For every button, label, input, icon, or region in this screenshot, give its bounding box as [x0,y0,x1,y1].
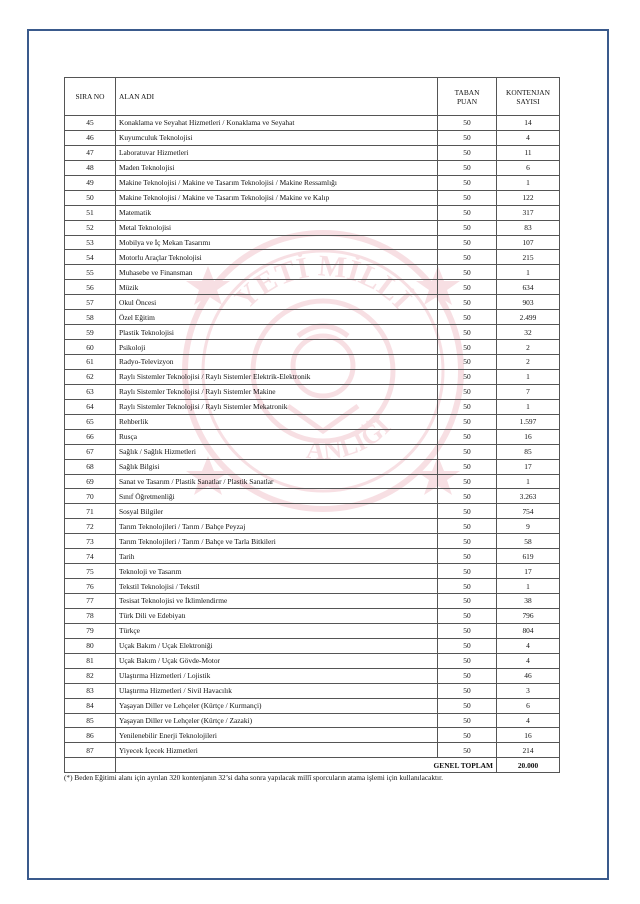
table-row [65,310,560,325]
table-row [65,668,560,683]
row-taban-puan: 50 [438,534,497,549]
row-alan-adi: Sanat ve Tasarım / Plastik Sanatlar / Plastik Sanatlar [116,474,438,489]
table-row [65,653,560,668]
row-sira-no: 75 [65,564,116,579]
row-alan-adi: Konaklama ve Seyahat Hizmetleri / Konaklama ve Seyahat [116,116,438,131]
row-taban-puan: 50 [438,145,497,160]
row-alan-adi: Özel Eğitim [116,310,438,325]
row-taban-puan: 50 [438,713,497,728]
watermark-text-top: YETİ MİLLİ [228,249,418,316]
row-sira-no: 47 [65,145,116,160]
row-sira-no: 45 [65,116,116,131]
table-row [65,295,560,310]
row-sira-no: 84 [65,698,116,713]
row-kontenjan: 317 [497,205,560,220]
table-row [65,355,560,370]
row-alan-adi: Yiyecek İçecek Hizmetleri [116,743,438,758]
row-kontenjan: 1 [497,474,560,489]
header-sira-no: SIRA NO [65,78,116,116]
table-row [65,489,560,504]
row-kontenjan: 804 [497,623,560,638]
row-sira-no: 82 [65,668,116,683]
row-kontenjan: 1 [497,579,560,594]
row-kontenjan: 7 [497,384,560,399]
row-kontenjan: 3.263 [497,489,560,504]
row-kontenjan: 1 [497,265,560,280]
row-alan-adi: Müzik [116,280,438,295]
row-sira-no: 53 [65,235,116,250]
total-blank-cell [65,758,116,773]
total-value: 20.000 [497,758,560,773]
quota-table [64,77,560,773]
table-row [65,474,560,489]
row-alan-adi: Rusça [116,429,438,444]
total-label: GENEL TOPLAM [116,758,497,773]
table-row [65,130,560,145]
row-kontenjan: 16 [497,728,560,743]
row-taban-puan: 50 [438,160,497,175]
row-sira-no: 81 [65,653,116,668]
row-sira-no: 72 [65,519,116,534]
row-taban-puan: 50 [438,280,497,295]
row-alan-adi: Makine Teknolojisi / Makine ve Tasarım Teknolojisi / Makine Ressamlığı [116,175,438,190]
table-row [65,399,560,414]
row-sira-no: 52 [65,220,116,235]
row-kontenjan: 634 [497,280,560,295]
row-alan-adi: Uçak Bakım / Uçak Gövde-Motor [116,653,438,668]
table-row [65,459,560,474]
table-row [65,534,560,549]
table-row [65,683,560,698]
row-taban-puan: 50 [438,355,497,370]
row-kontenjan: 1 [497,175,560,190]
table-header-row [65,78,560,116]
table-row [65,145,560,160]
row-sira-no: 69 [65,474,116,489]
row-alan-adi: Psikoloji [116,340,438,355]
header-taban-puan [438,78,497,116]
row-alan-adi: Tarım Teknolojileri / Tarım / Bahçe Peyzaj [116,519,438,534]
row-alan-adi: Teknoloji ve Tasarım [116,564,438,579]
row-kontenjan: 4 [497,713,560,728]
table-row [65,250,560,265]
total-row [65,758,560,773]
header-kontenjan [497,78,560,116]
row-kontenjan: 1 [497,369,560,384]
row-taban-puan: 50 [438,728,497,743]
row-sira-no: 67 [65,444,116,459]
row-kontenjan: 85 [497,444,560,459]
row-kontenjan: 16 [497,429,560,444]
row-sira-no: 74 [65,549,116,564]
row-kontenjan: 107 [497,235,560,250]
row-sira-no: 70 [65,489,116,504]
row-alan-adi: Tarım Teknolojileri / Tarım / Bahçe ve Tarla Bitkileri [116,534,438,549]
table-row [65,205,560,220]
row-taban-puan: 50 [438,205,497,220]
row-taban-puan: 50 [438,489,497,504]
row-kontenjan: 83 [497,220,560,235]
row-kontenjan: 14 [497,116,560,131]
row-sira-no: 86 [65,728,116,743]
row-alan-adi: Okul Öncesi [116,295,438,310]
row-taban-puan: 50 [438,474,497,489]
row-taban-puan: 50 [438,653,497,668]
row-taban-puan: 50 [438,519,497,534]
row-kontenjan: 4 [497,130,560,145]
row-alan-adi: Raylı Sistemler Teknolojisi / Raylı Sistemler Elektrik-Elektronik [116,369,438,384]
row-kontenjan: 2 [497,340,560,355]
table-row [65,594,560,609]
table-row [65,444,560,459]
row-sira-no: 54 [65,250,116,265]
row-sira-no: 76 [65,579,116,594]
row-kontenjan: 1 [497,399,560,414]
row-kontenjan: 46 [497,668,560,683]
row-alan-adi: Tesisat Teknolojisi ve İklimlendirme [116,594,438,609]
row-taban-puan: 50 [438,608,497,623]
table-row [65,384,560,399]
row-sira-no: 58 [65,310,116,325]
row-sira-no: 73 [65,534,116,549]
row-taban-puan: 50 [438,638,497,653]
row-taban-puan: 50 [438,399,497,414]
row-kontenjan: 32 [497,325,560,340]
row-taban-puan: 50 [438,683,497,698]
row-alan-adi: Tarih [116,549,438,564]
table-row [65,698,560,713]
row-taban-puan: 50 [438,310,497,325]
row-alan-adi: Uçak Bakım / Uçak Elektroniği [116,638,438,653]
table-row [65,549,560,564]
row-taban-puan: 50 [438,265,497,280]
row-alan-adi: Sınıf Öğretmenliği [116,489,438,504]
row-taban-puan: 50 [438,175,497,190]
table-row [65,265,560,280]
row-alan-adi: Matematik [116,205,438,220]
row-sira-no: 61 [65,355,116,370]
row-alan-adi: Sosyal Bilgiler [116,504,438,519]
row-alan-adi: Radyo-Televizyon [116,355,438,370]
row-kontenjan: 58 [497,534,560,549]
table-row [65,579,560,594]
row-sira-no: 80 [65,638,116,653]
row-alan-adi: Türkçe [116,623,438,638]
row-sira-no: 66 [65,429,116,444]
row-taban-puan: 50 [438,250,497,265]
row-alan-adi: Motorlu Araçlar Teknolojisi [116,250,438,265]
row-kontenjan: 6 [497,160,560,175]
row-sira-no: 56 [65,280,116,295]
footnote: (*) Beden Eğitimi alanı için ayrılan 320 kontenjanın 32’si daha sonra yapılacak millî sporcuların atama işlemi için kullanılacaktır. [64,773,443,782]
row-taban-puan: 50 [438,504,497,519]
table-row [65,414,560,429]
row-taban-puan: 50 [438,668,497,683]
row-sira-no: 71 [65,504,116,519]
row-sira-no: 48 [65,160,116,175]
table-row [65,564,560,579]
row-taban-puan: 50 [438,594,497,609]
row-sira-no: 65 [65,414,116,429]
row-sira-no: 55 [65,265,116,280]
row-taban-puan: 50 [438,295,497,310]
row-sira-no: 46 [65,130,116,145]
row-kontenjan: 1.597 [497,414,560,429]
row-sira-no: 59 [65,325,116,340]
table-row [65,235,560,250]
row-kontenjan: 3 [497,683,560,698]
row-kontenjan: 2.499 [497,310,560,325]
header-taban-puan-line1: TABAN [454,87,480,97]
row-alan-adi: Ulaştırma Hizmetleri / Lojistik [116,668,438,683]
header-kontenjan-line2: SAYISI [516,96,540,106]
row-taban-puan: 50 [438,579,497,594]
header-taban-puan-line2: PUAN [456,96,478,106]
row-alan-adi: Kuyumculuk Teknolojisi [116,130,438,145]
row-taban-puan: 50 [438,549,497,564]
table-row [65,713,560,728]
table-row [65,325,560,340]
table-row [65,728,560,743]
table-row [65,175,560,190]
row-kontenjan: 6 [497,698,560,713]
row-taban-puan: 50 [438,325,497,340]
row-kontenjan: 796 [497,608,560,623]
row-alan-adi: Yaşayan Diller ve Lehçeler (Kürtçe / Kurmançi) [116,698,438,713]
table-row [65,519,560,534]
row-taban-puan: 50 [438,340,497,355]
row-kontenjan: 903 [497,295,560,310]
table-row [65,638,560,653]
row-sira-no: 79 [65,623,116,638]
header-alan-adi: ALAN ADI [116,78,438,116]
row-kontenjan: 38 [497,594,560,609]
row-alan-adi: Metal Teknolojisi [116,220,438,235]
row-kontenjan: 2 [497,355,560,370]
row-taban-puan: 50 [438,235,497,250]
row-taban-puan: 50 [438,429,497,444]
row-sira-no: 57 [65,295,116,310]
row-kontenjan: 619 [497,549,560,564]
table-row [65,160,560,175]
row-alan-adi: Plastik Teknolojisi [116,325,438,340]
row-taban-puan: 50 [438,369,497,384]
row-taban-puan: 50 [438,459,497,474]
row-kontenjan: 215 [497,250,560,265]
row-kontenjan: 4 [497,653,560,668]
row-kontenjan: 214 [497,743,560,758]
table-row [65,743,560,758]
row-kontenjan: 11 [497,145,560,160]
row-alan-adi: Sağlık Bilgisi [116,459,438,474]
row-sira-no: 50 [65,190,116,205]
table-row [65,220,560,235]
row-sira-no: 63 [65,384,116,399]
row-sira-no: 87 [65,743,116,758]
row-taban-puan: 50 [438,564,497,579]
row-alan-adi: Laboratuvar Hizmetleri [116,145,438,160]
row-alan-adi: Yaşayan Diller ve Lehçeler (Kürtçe / Zazaki) [116,713,438,728]
row-sira-no: 78 [65,608,116,623]
table-row [65,504,560,519]
table-row [65,608,560,623]
table-body [65,116,560,758]
row-alan-adi: Makine Teknolojisi / Makine ve Tasarım Teknolojisi / Makine ve Kalıp [116,190,438,205]
row-taban-puan: 50 [438,116,497,131]
row-sira-no: 68 [65,459,116,474]
table-row [65,429,560,444]
row-kontenjan: 754 [497,504,560,519]
row-kontenjan: 122 [497,190,560,205]
row-taban-puan: 50 [438,414,497,429]
table-row [65,116,560,131]
row-sira-no: 77 [65,594,116,609]
table-row [65,190,560,205]
row-alan-adi: Raylı Sistemler Teknolojisi / Raylı Sistemler Makine [116,384,438,399]
row-alan-adi: Sağlık / Sağlık Hizmetleri [116,444,438,459]
row-alan-adi: Ulaştırma Hizmetleri / Sivil Havacılık [116,683,438,698]
row-taban-puan: 50 [438,190,497,205]
row-alan-adi: Tekstil Teknolojisi / Tekstil [116,579,438,594]
row-kontenjan: 17 [497,459,560,474]
row-sira-no: 60 [65,340,116,355]
row-sira-no: 64 [65,399,116,414]
row-alan-adi: Yenilenebilir Enerji Teknolojileri [116,728,438,743]
row-sira-no: 62 [65,369,116,384]
row-taban-puan: 50 [438,444,497,459]
row-alan-adi: Muhasebe ve Finansman [116,265,438,280]
watermark-text-bottom: ANLIĞI [304,411,397,466]
table-row [65,280,560,295]
table-row [65,623,560,638]
row-taban-puan: 50 [438,623,497,638]
table-row [65,340,560,355]
row-taban-puan: 50 [438,130,497,145]
row-kontenjan: 4 [497,638,560,653]
row-kontenjan: 9 [497,519,560,534]
row-alan-adi: Maden Teknolojisi [116,160,438,175]
row-alan-adi: Raylı Sistemler Teknolojisi / Raylı Sistemler Mekatronik [116,399,438,414]
header-kontenjan-line1: KONTENJAN [506,87,550,97]
table-row [65,369,560,384]
row-sira-no: 85 [65,713,116,728]
row-sira-no: 51 [65,205,116,220]
row-alan-adi: Mobilya ve İç Mekan Tasarımı [116,235,438,250]
row-taban-puan: 50 [438,743,497,758]
row-sira-no: 49 [65,175,116,190]
row-taban-puan: 50 [438,220,497,235]
row-kontenjan: 17 [497,564,560,579]
row-taban-puan: 50 [438,698,497,713]
row-taban-puan: 50 [438,384,497,399]
row-alan-adi: Rehberlik [116,414,438,429]
row-alan-adi: Türk Dili ve Edebiyatı [116,608,438,623]
row-sira-no: 83 [65,683,116,698]
